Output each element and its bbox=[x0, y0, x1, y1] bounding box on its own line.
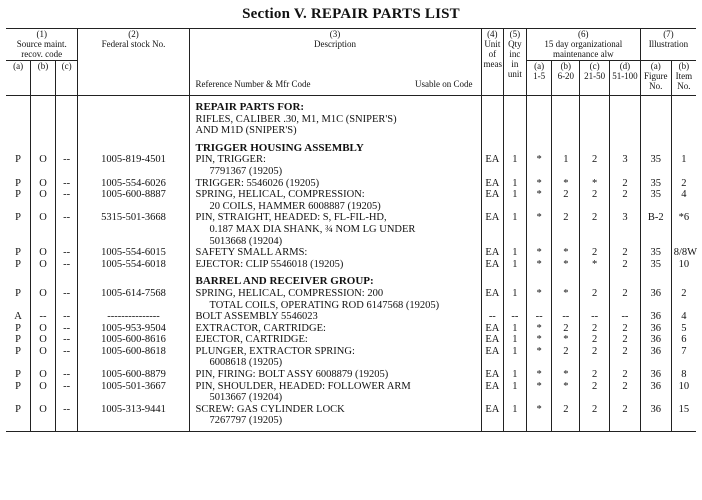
header-source-b: (b) bbox=[31, 61, 56, 96]
stock-number: 1005-600-8879 bbox=[78, 369, 189, 381]
alw-21-50: -- bbox=[580, 311, 610, 323]
source-code-a: P bbox=[15, 247, 21, 259]
header-number: (2) bbox=[128, 29, 139, 39]
description-line: EXTRACTOR, CARTRIDGE: bbox=[195, 322, 326, 334]
unit-of-meas: EA bbox=[481, 381, 504, 404]
table-row bbox=[6, 323, 696, 335]
alw-51-100: 2 bbox=[610, 288, 641, 311]
qty-in-unit: 1 bbox=[504, 154, 527, 177]
item-no: 2 bbox=[671, 288, 696, 311]
alw-51-100: 2 bbox=[610, 259, 641, 271]
qty-in-unit: 1 bbox=[504, 346, 527, 369]
item-no: 4 bbox=[671, 189, 696, 212]
qty-in-unit: 1 bbox=[504, 189, 527, 212]
stock-number: --------------- bbox=[78, 311, 189, 323]
source-code-b: O bbox=[31, 259, 56, 271]
table-row bbox=[6, 311, 696, 323]
figure-no: 35 bbox=[640, 178, 671, 190]
alw-6-20: * bbox=[552, 334, 580, 346]
alw-6-20: * bbox=[552, 369, 580, 381]
figure-no: 35 bbox=[640, 189, 671, 212]
alw-21-50: 2 bbox=[580, 247, 610, 259]
qty-in-unit: 1 bbox=[504, 259, 527, 271]
unit-of-meas: EA bbox=[481, 189, 504, 212]
intro-row bbox=[6, 114, 696, 137]
stock-number: 1005-554-6015 bbox=[78, 247, 189, 259]
description-line: EJECTOR: CLIP 5546018 (19205) bbox=[195, 258, 344, 270]
header-label: Federal stock No. bbox=[101, 39, 166, 49]
source-code-a: A bbox=[14, 311, 22, 323]
stock-number: 1005-600-8616 bbox=[78, 334, 189, 346]
group-heading: BARREL AND RECEIVER GROUP: bbox=[189, 276, 481, 288]
description-line: SCREW: GAS CYLINDER LOCK bbox=[195, 403, 345, 415]
item-no: 8 bbox=[671, 369, 696, 381]
source-code-a: P bbox=[15, 322, 21, 334]
item-no: 10 bbox=[671, 259, 696, 271]
qty-in-unit: 1 bbox=[504, 247, 527, 259]
alw-51-100: 3 bbox=[610, 212, 641, 247]
alw-21-50: 2 bbox=[580, 212, 610, 247]
intro-line: RIFLES, CALIBER .30, M1, M1C (SNIPER'S) bbox=[195, 113, 397, 125]
description bbox=[189, 154, 481, 177]
source-code-a: P bbox=[15, 287, 21, 299]
group-heading-row bbox=[6, 143, 696, 155]
source-code-c: -- bbox=[55, 311, 78, 323]
alw-51-100: 2 bbox=[610, 369, 641, 381]
table-row bbox=[6, 259, 696, 271]
repair-parts-table bbox=[6, 28, 696, 432]
description bbox=[189, 334, 481, 346]
source-code-c: -- bbox=[55, 334, 78, 346]
source-code-b: -- bbox=[31, 311, 56, 323]
alw-51-100: 2 bbox=[610, 178, 641, 190]
alw-1-5: * bbox=[526, 178, 552, 190]
source-code-b: O bbox=[31, 178, 56, 190]
unit-of-meas: EA bbox=[481, 178, 504, 190]
table-body bbox=[6, 96, 696, 432]
table-row bbox=[6, 154, 696, 177]
source-code-c: -- bbox=[55, 288, 78, 311]
alw-6-20: * bbox=[552, 288, 580, 311]
source-code-c: -- bbox=[55, 404, 78, 427]
header-label: Illustration bbox=[648, 39, 689, 49]
alw-1-5: * bbox=[526, 189, 552, 212]
description bbox=[189, 346, 481, 369]
source-code-b: O bbox=[31, 404, 56, 427]
header-label: Unit of meas bbox=[483, 39, 503, 69]
table-row bbox=[6, 178, 696, 190]
source-code-a: P bbox=[15, 403, 21, 415]
source-code-b: O bbox=[31, 369, 56, 381]
description-line: 6008618 (19205) bbox=[209, 357, 283, 369]
description bbox=[189, 247, 481, 259]
stock-number: 5315-501-3668 bbox=[78, 212, 189, 247]
group-heading: TRIGGER HOUSING ASSEMBLY bbox=[189, 143, 481, 155]
item-no: 5 bbox=[671, 323, 696, 335]
alw-1-5: * bbox=[526, 404, 552, 427]
item-no: *6 bbox=[671, 212, 696, 247]
unit-of-meas: EA bbox=[481, 404, 504, 427]
alw-21-50: 2 bbox=[580, 369, 610, 381]
alw-6-20: * bbox=[552, 381, 580, 404]
item-no: 15 bbox=[671, 404, 696, 427]
intro-line: AND M1D (SNIPER'S) bbox=[195, 125, 297, 137]
qty-in-unit: 1 bbox=[504, 404, 527, 427]
alw-21-50: 2 bbox=[580, 288, 610, 311]
header-ref-number: Reference Number & Mfr Code bbox=[195, 79, 311, 89]
unit-of-meas: EA bbox=[481, 259, 504, 271]
header-illustration bbox=[640, 29, 696, 61]
description bbox=[189, 212, 481, 247]
source-code-c: -- bbox=[55, 259, 78, 271]
table-header bbox=[6, 29, 696, 96]
description-line: TOTAL COILS, OPERATING ROD 6147568 (19205) bbox=[209, 299, 440, 311]
figure-no: 36 bbox=[640, 404, 671, 427]
alw-51-100: 2 bbox=[610, 189, 641, 212]
description-line: SPRING, HELICAL, COMPRESSION: 200 bbox=[195, 287, 384, 299]
alw-21-50: 2 bbox=[580, 189, 610, 212]
figure-no: 36 bbox=[640, 323, 671, 335]
alw-1-5: * bbox=[526, 212, 552, 247]
alw-21-50: 2 bbox=[580, 381, 610, 404]
alw-21-50: 2 bbox=[580, 346, 610, 369]
alw-21-50: 2 bbox=[580, 404, 610, 427]
header-source-a: (a) bbox=[6, 61, 31, 96]
figure-no: 35 bbox=[640, 247, 671, 259]
intro-line: REPAIR PARTS FOR: bbox=[195, 101, 305, 113]
stock-number: 1005-554-6026 bbox=[78, 178, 189, 190]
alw-1-5: * bbox=[526, 369, 552, 381]
alw-6-20: * bbox=[552, 247, 580, 259]
source-code-c: -- bbox=[55, 212, 78, 247]
table-row bbox=[6, 369, 696, 381]
alw-1-5: * bbox=[526, 154, 552, 177]
alw-6-20: * bbox=[552, 178, 580, 190]
alw-21-50: * bbox=[580, 178, 610, 190]
header-item-no: (b) Item No. bbox=[671, 61, 696, 96]
table-row bbox=[6, 381, 696, 404]
description-line: PLUNGER, EXTRACTOR SPRING: bbox=[195, 345, 355, 357]
header-figure-no: (a) Figure No. bbox=[640, 61, 671, 96]
unit-of-meas: EA bbox=[481, 334, 504, 346]
stock-number: 1005-614-7568 bbox=[78, 288, 189, 311]
alw-51-100: 2 bbox=[610, 334, 641, 346]
description-line: PIN, STRAIGHT, HEADED: S, FL-FIL-HD, bbox=[195, 212, 387, 224]
unit-of-meas: EA bbox=[481, 288, 504, 311]
source-code-b: O bbox=[31, 212, 56, 247]
alw-21-50: 2 bbox=[580, 154, 610, 177]
qty-in-unit: 1 bbox=[504, 369, 527, 381]
alw-6-20: -- bbox=[552, 311, 580, 323]
header-qty bbox=[504, 29, 527, 96]
table-row bbox=[6, 288, 696, 311]
header-alw-a: (a) 1-5 bbox=[526, 61, 552, 96]
unit-of-meas: EA bbox=[481, 247, 504, 259]
alw-51-100: 2 bbox=[610, 323, 641, 335]
header-number: (4) bbox=[487, 29, 498, 39]
item-no: 6 bbox=[671, 334, 696, 346]
source-code-c: -- bbox=[55, 178, 78, 190]
alw-6-20: 2 bbox=[552, 404, 580, 427]
alw-51-100: -- bbox=[610, 311, 641, 323]
figure-no: 35 bbox=[640, 259, 671, 271]
unit-of-meas: EA bbox=[481, 369, 504, 381]
description bbox=[189, 288, 481, 311]
unit-of-meas: EA bbox=[481, 323, 504, 335]
description bbox=[189, 369, 481, 381]
description-line: TRIGGER: 5546026 (19205) bbox=[195, 177, 320, 189]
header-label: 15 day organizational maintenance alw bbox=[544, 39, 623, 59]
header-description bbox=[189, 29, 481, 96]
description-line: 7791367 (19205) bbox=[209, 165, 283, 177]
figure-no: B-2 bbox=[640, 212, 671, 247]
source-code-b: O bbox=[31, 323, 56, 335]
source-code-c: -- bbox=[55, 381, 78, 404]
header-label: Description bbox=[314, 39, 356, 49]
description-line: PIN, FIRING: BOLT ASSY 6008879 (19205) bbox=[195, 369, 389, 381]
alw-1-5: -- bbox=[526, 311, 552, 323]
alw-21-50: 2 bbox=[580, 323, 610, 335]
header-stock-no bbox=[78, 29, 189, 96]
header-source-code bbox=[6, 29, 78, 61]
description-line: PIN, TRIGGER: bbox=[195, 154, 266, 166]
description-line: 5013668 (19204) bbox=[209, 235, 283, 247]
header-label: Qty inc in unit bbox=[507, 39, 522, 79]
description bbox=[189, 323, 481, 335]
source-code-c: -- bbox=[55, 189, 78, 212]
source-code-b: O bbox=[31, 154, 56, 177]
header-label: Source maint. recov. code bbox=[16, 39, 67, 59]
qty-in-unit: 1 bbox=[504, 334, 527, 346]
stock-number: 1005-600-8887 bbox=[78, 189, 189, 212]
table-row bbox=[6, 346, 696, 369]
item-no: 4 bbox=[671, 311, 696, 323]
header-number: (7) bbox=[663, 29, 674, 39]
page-title: Section V. REPAIR PARTS LIST bbox=[242, 6, 460, 22]
description bbox=[189, 381, 481, 404]
description bbox=[189, 259, 481, 271]
alw-1-5: * bbox=[526, 259, 552, 271]
source-code-b: O bbox=[31, 346, 56, 369]
table-row bbox=[6, 212, 696, 247]
table-row bbox=[6, 334, 696, 346]
description-line: 0.187 MAX DIA SHANK, ¾ NOM LG UNDER bbox=[209, 223, 416, 235]
header-alw-c: (c) 21-50 bbox=[580, 61, 610, 96]
description-line: 7267797 (19205) bbox=[209, 415, 283, 427]
item-no: 7 bbox=[671, 346, 696, 369]
source-code-a: P bbox=[15, 177, 21, 189]
source-code-b: O bbox=[31, 334, 56, 346]
qty-in-unit: 1 bbox=[504, 381, 527, 404]
source-code-a: P bbox=[15, 258, 21, 270]
alw-1-5: * bbox=[526, 247, 552, 259]
figure-no: 36 bbox=[640, 369, 671, 381]
alw-21-50: * bbox=[580, 259, 610, 271]
alw-1-5: * bbox=[526, 346, 552, 369]
source-code-a: P bbox=[15, 212, 21, 224]
description-line: SPRING, HELICAL, COMPRESSION: bbox=[195, 189, 365, 201]
description-line: BOLT ASSEMBLY 5546023 bbox=[195, 311, 318, 323]
stock-number: 1005-554-6018 bbox=[78, 259, 189, 271]
description bbox=[189, 178, 481, 190]
header-alw-d: (d) 51-100 bbox=[610, 61, 641, 96]
item-no: 8/8W bbox=[671, 247, 696, 259]
header-number: (5) bbox=[509, 29, 521, 39]
stock-number: 1005-501-3667 bbox=[78, 381, 189, 404]
table-row bbox=[6, 247, 696, 259]
figure-no: 36 bbox=[640, 334, 671, 346]
alw-6-20: 1 bbox=[552, 154, 580, 177]
figure-no: 36 bbox=[640, 311, 671, 323]
source-code-c: -- bbox=[55, 247, 78, 259]
alw-51-100: 2 bbox=[610, 381, 641, 404]
unit-of-meas: -- bbox=[481, 311, 504, 323]
stock-number: 1005-953-9504 bbox=[78, 323, 189, 335]
header-number: (6) bbox=[578, 29, 589, 39]
figure-no: 36 bbox=[640, 346, 671, 369]
header-maint-alw bbox=[526, 29, 640, 61]
source-code-a: P bbox=[15, 189, 21, 201]
item-no: 10 bbox=[671, 381, 696, 404]
description-line: 20 COILS, HAMMER 6008887 (19205) bbox=[209, 200, 381, 212]
header-alw-b: (b) 6-20 bbox=[552, 61, 580, 96]
alw-1-5: * bbox=[526, 288, 552, 311]
qty-in-unit: 1 bbox=[504, 178, 527, 190]
source-code-b: O bbox=[31, 247, 56, 259]
source-code-b: O bbox=[31, 381, 56, 404]
source-code-c: -- bbox=[55, 346, 78, 369]
description-line: 5013667 (19204) bbox=[209, 392, 283, 404]
description bbox=[189, 189, 481, 212]
item-no: 2 bbox=[671, 178, 696, 190]
qty-in-unit: 1 bbox=[504, 212, 527, 247]
figure-no: 35 bbox=[640, 154, 671, 177]
alw-51-100: 3 bbox=[610, 154, 641, 177]
group-heading-row bbox=[6, 276, 696, 288]
description-line: SAFETY SMALL ARMS: bbox=[195, 247, 308, 259]
figure-no: 36 bbox=[640, 288, 671, 311]
header-number: (1) bbox=[36, 29, 47, 39]
alw-6-20: 2 bbox=[552, 212, 580, 247]
alw-1-5: * bbox=[526, 323, 552, 335]
description bbox=[189, 404, 481, 427]
source-code-c: -- bbox=[55, 369, 78, 381]
qty-in-unit: 1 bbox=[504, 323, 527, 335]
source-code-a: P bbox=[15, 369, 21, 381]
unit-of-meas: EA bbox=[481, 346, 504, 369]
stock-number: 1005-819-4501 bbox=[78, 154, 189, 177]
header-unit-of-meas bbox=[481, 29, 504, 96]
description bbox=[189, 311, 481, 323]
figure-no: 36 bbox=[640, 381, 671, 404]
description-line: EJECTOR, CARTRIDGE: bbox=[195, 334, 308, 346]
item-no: 1 bbox=[671, 154, 696, 177]
source-code-a: P bbox=[15, 334, 21, 346]
source-code-a: P bbox=[15, 154, 21, 166]
source-code-c: -- bbox=[55, 154, 78, 177]
alw-51-100: 2 bbox=[610, 346, 641, 369]
intro-row bbox=[6, 102, 696, 114]
alw-6-20: 2 bbox=[552, 346, 580, 369]
header-source-c: (c) bbox=[55, 61, 78, 96]
header-number: (3) bbox=[329, 29, 341, 39]
source-code-a: P bbox=[15, 345, 21, 357]
unit-of-meas: EA bbox=[481, 154, 504, 177]
alw-51-100: 2 bbox=[610, 247, 641, 259]
table-row bbox=[6, 189, 696, 212]
qty-in-unit: 1 bbox=[504, 288, 527, 311]
alw-1-5: * bbox=[526, 334, 552, 346]
unit-of-meas: EA bbox=[481, 212, 504, 247]
description-line: PIN, SHOULDER, HEADED: FOLLOWER ARM bbox=[195, 380, 411, 392]
qty-in-unit: -- bbox=[504, 311, 527, 323]
source-code-b: O bbox=[31, 288, 56, 311]
table-row bbox=[6, 404, 696, 427]
source-code-c: -- bbox=[55, 323, 78, 335]
source-code-a: P bbox=[15, 380, 21, 392]
alw-51-100: 2 bbox=[610, 404, 641, 427]
alw-6-20: 2 bbox=[552, 323, 580, 335]
source-code-b: O bbox=[31, 189, 56, 212]
stock-number: 1005-313-9441 bbox=[78, 404, 189, 427]
alw-1-5: * bbox=[526, 381, 552, 404]
alw-6-20: * bbox=[552, 259, 580, 271]
alw-6-20: 2 bbox=[552, 189, 580, 212]
alw-21-50: 2 bbox=[580, 334, 610, 346]
stock-number: 1005-600-8618 bbox=[78, 346, 189, 369]
header-usable-on: Usable on Code bbox=[415, 79, 473, 89]
